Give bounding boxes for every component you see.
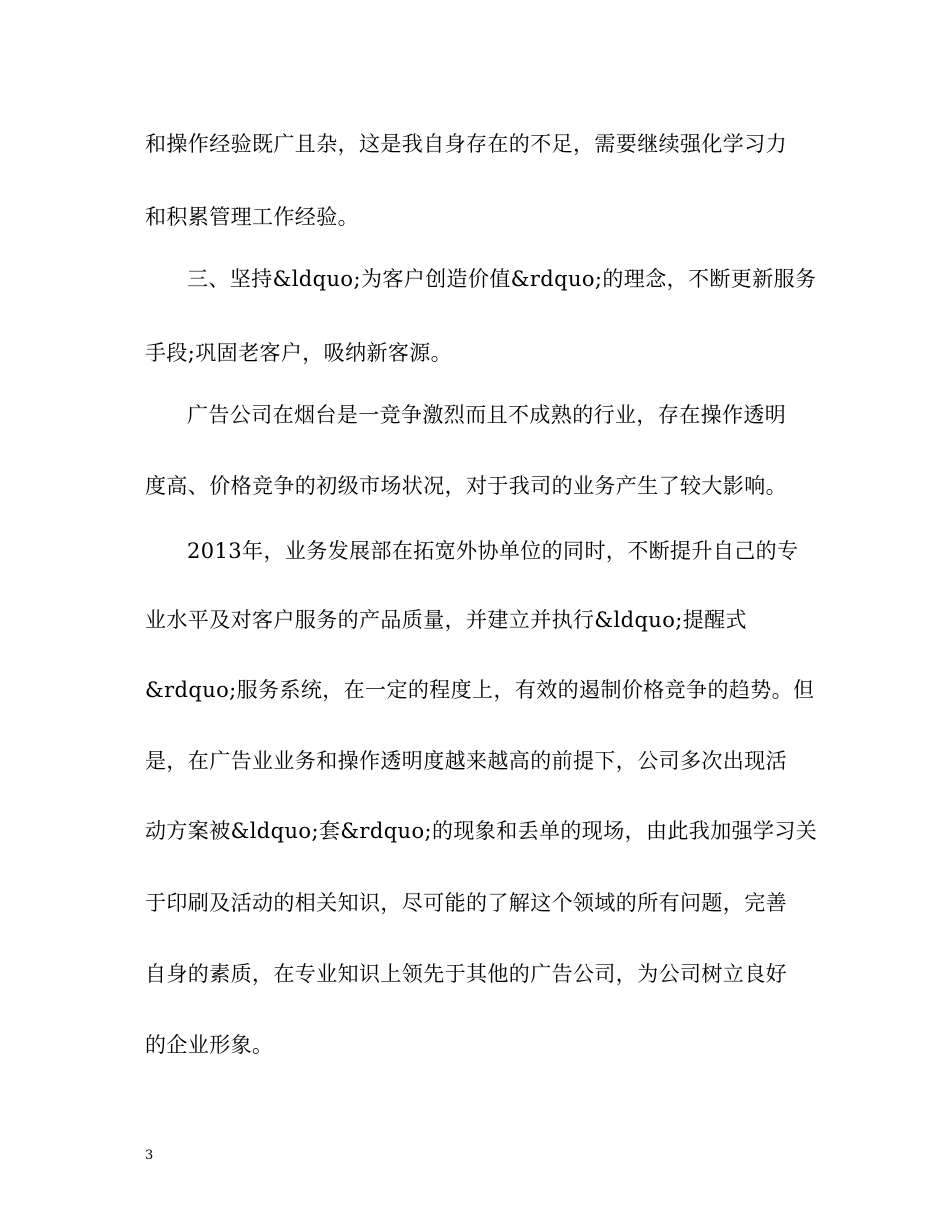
paragraph-line: 和积累管理工作经验。	[145, 205, 359, 229]
paragraph-line: 业水平及对客户服务的产品质量，并建立并执行&ldquo;提醒式	[145, 608, 747, 632]
paragraph-line: 是，在广告业业务和操作透明度越来越高的前提下，公司多次出现活	[145, 749, 787, 773]
paragraph-line: 自身的素质，在专业知识上领先于其他的广告公司，为公司树立良好	[145, 962, 787, 986]
paragraph-line: 动方案被&ldquo;套&rdquo;的现象和丢单的现场，由此我加强学习关	[145, 819, 818, 843]
paragraph-line: &rdquo;服务系统，在一定的程度上，有效的遏制价格竞争的趋势。但	[145, 678, 815, 702]
page-number: 3	[145, 1148, 154, 1163]
paragraph-line: 广告公司在烟台是一竞争激烈而且不成熟的行业，存在操作透明	[187, 403, 787, 427]
paragraph-line: 度高、价格竞争的初级市场状况，对于我司的业务产生了较大影响。	[145, 474, 787, 498]
paragraph-line: 于印刷及活动的相关知识，尽可能的了解这个领域的所有问题，完善	[145, 891, 787, 915]
paragraph-line: 的企业形象。	[145, 1033, 274, 1057]
paragraph-line: 三、坚持&ldquo;为客户创造价值&rdquo;的理念，不断更新服务	[187, 267, 817, 291]
paragraph-line: 手段;巩固老客户，吸纳新客源。	[145, 341, 453, 365]
paragraph-line: 和操作经验既广且杂，这是我自身存在的不足，需要继续强化学习力	[145, 132, 787, 156]
paragraph-line: 2013年，业务发展部在拓宽外协单位的同时，不断提升自己的专	[187, 539, 799, 563]
